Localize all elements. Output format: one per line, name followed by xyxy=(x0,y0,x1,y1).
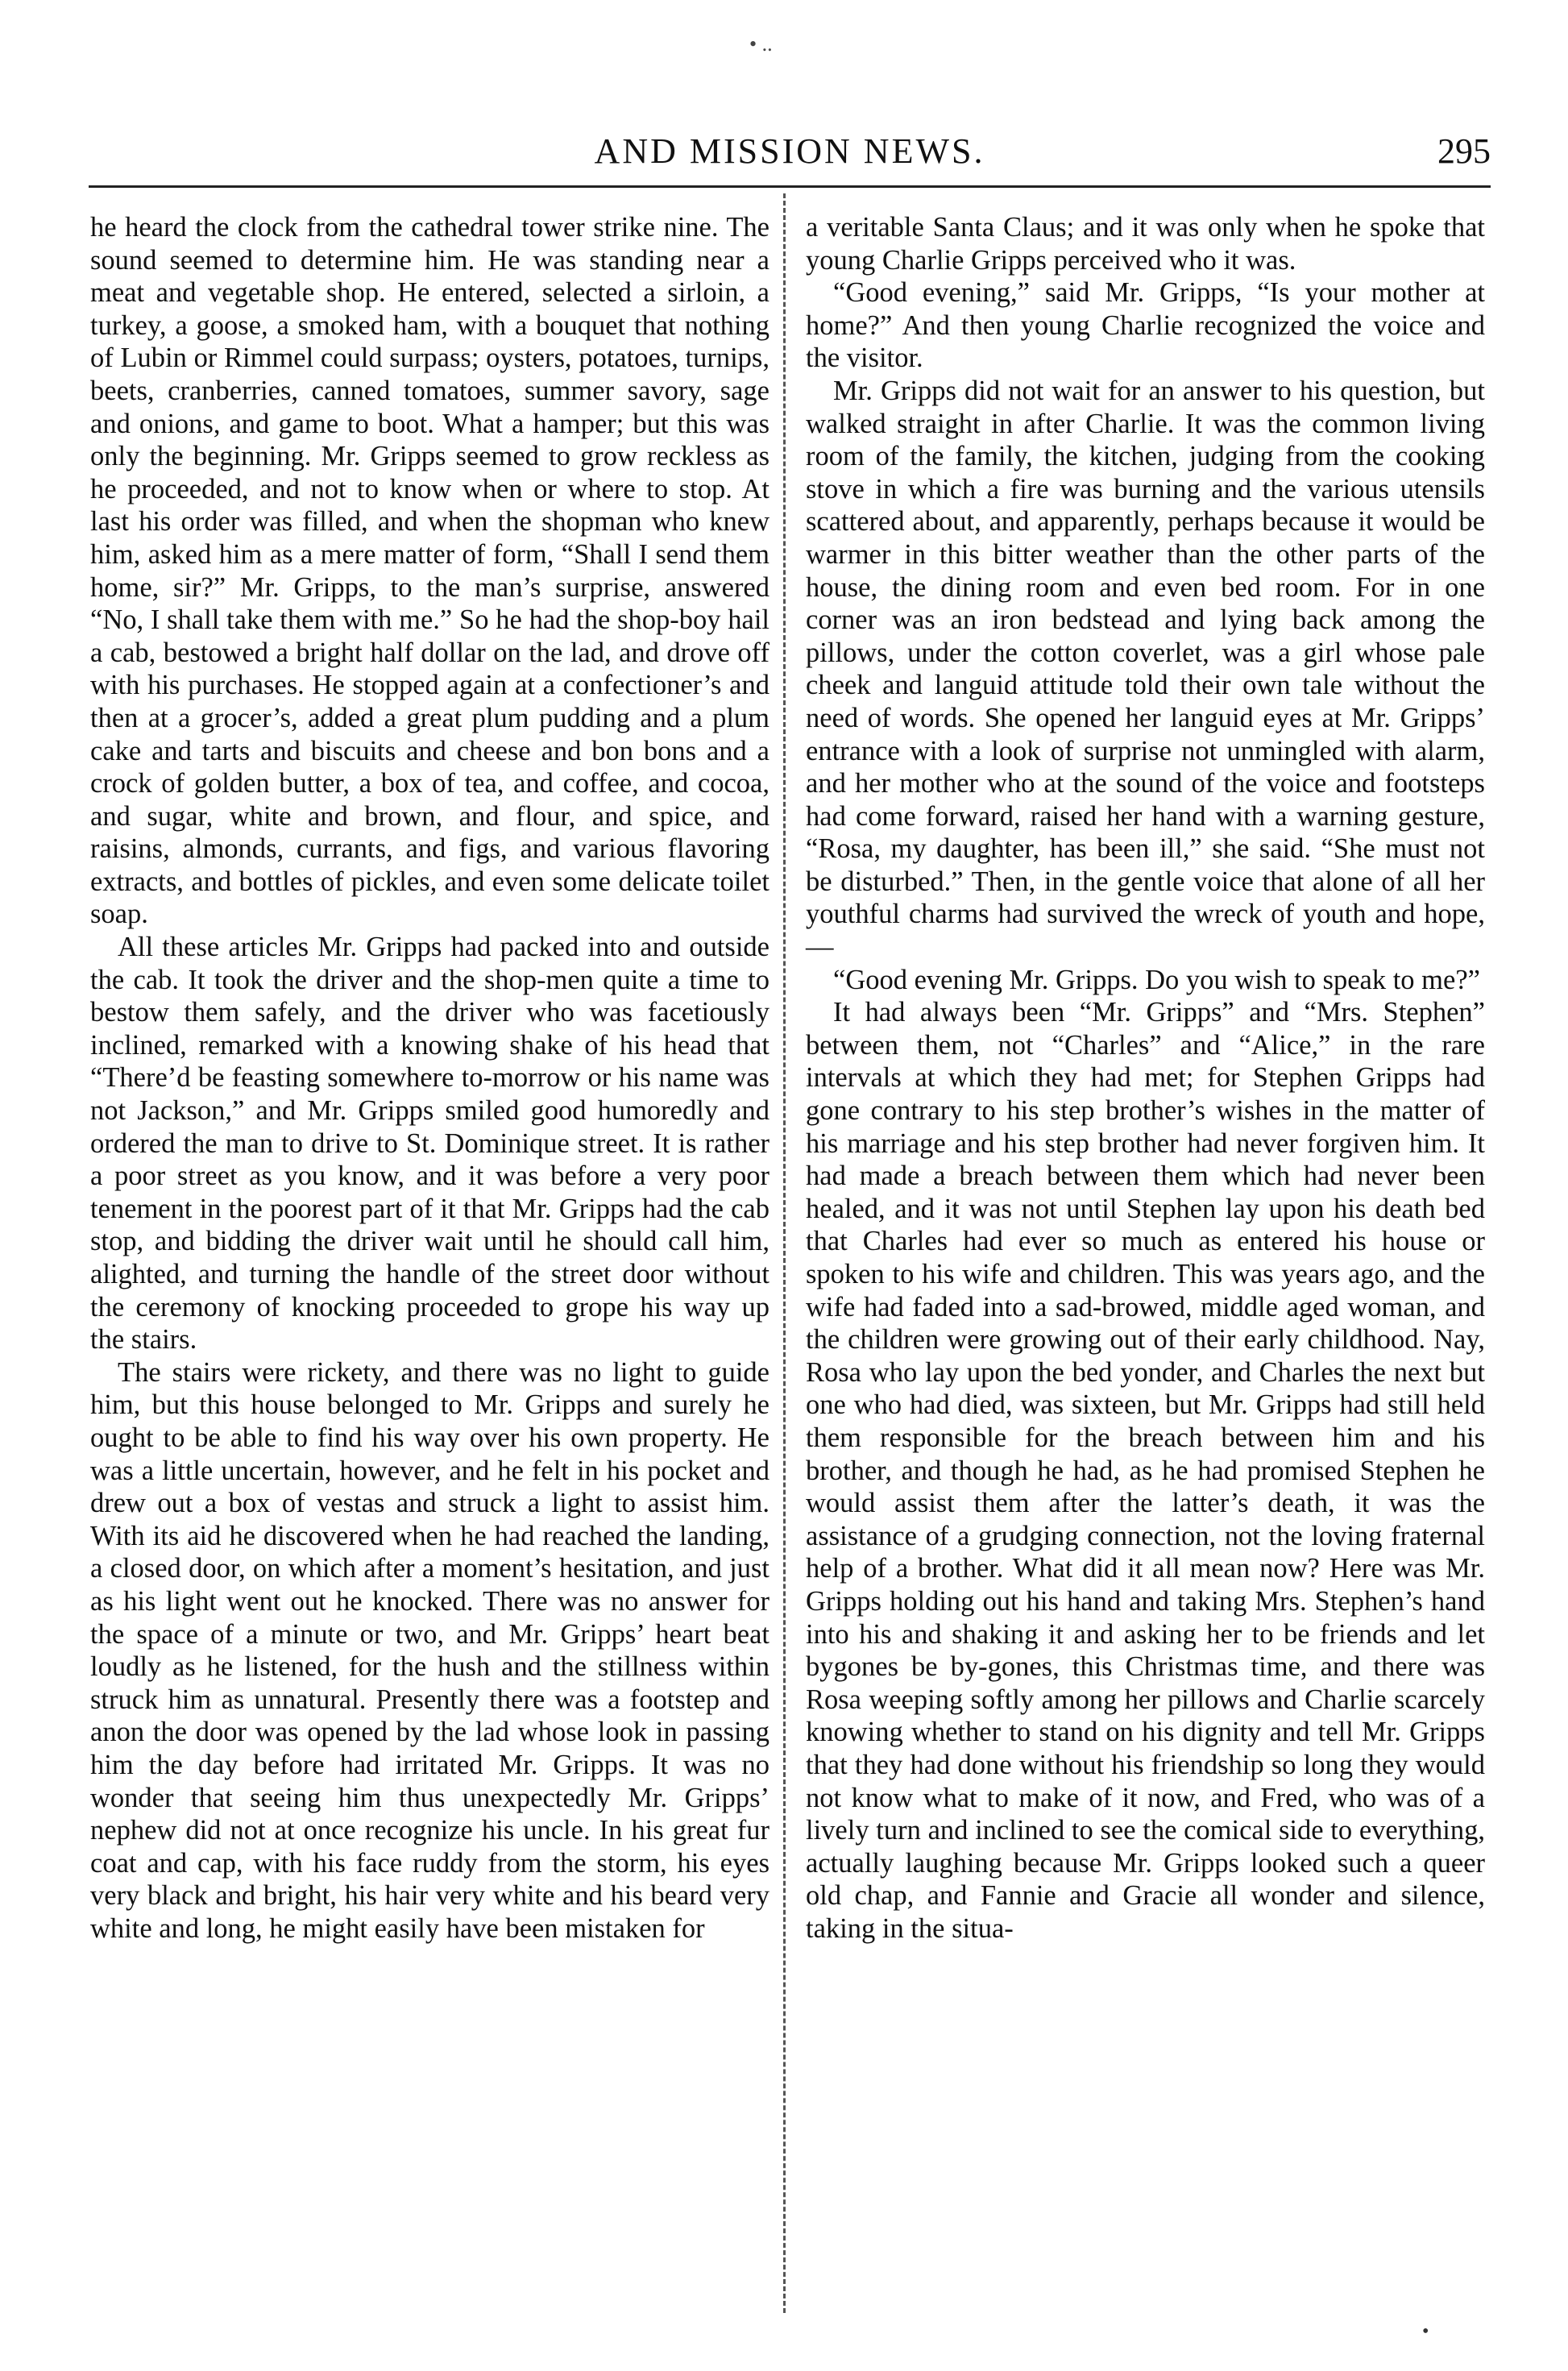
paragraph: he heard the clock from the cathedral tower strike nine. The sound seemed to determine him. He was standing near a meat and vegetable shop. He entered, selected a sirloin, a turkey, a goose, a smoked ham, with a bouquet that nothing of Lubin or Rimmel could surpass; oysters, potatoes, turnips, beets, cranberries, canned tomatoes, summer savory, sage and onions, and game to boot. What a hamper; but this was only the beginning. Mr. Gripps seemed to grow reckless as he proceeded, and not to know when or where to stop. At last his order was filled, and when the shopman who knew him, asked him as a mere matter of form, “Shall I send them home, sir?” Mr. Gripps, to the man’s surprise, answered “No, I shall take them with me.” So he had the shop-boy hail a cab, bestowed a bright half dollar on the lad, and drove off with his purchases. He stopped again at a confectioner’s and then at a grocer’s, added a great plum pudding and a plum cake and tarts and biscuits and cheese and bon bons and a crock of golden butter, a box of tea, and coffee, and cocoa, and sugar, white and brown, and flour, and spice, and raisins, almonds, currants, and figs, and various flavoring extracts, and bottles of pickles, and even some delicate toilet soap. xyxy=(90,212,769,930)
paragraph: The stairs were rickety, and there was no light to guide him, but this house belonged to Mr. Gripps and surely he ought to be able to find his way over his own property. He was a little uncertain, however, and he felt in his pocket and drew out a box of vestas and struck a light to assist him. With its aid he discovered when he had reached the landing, a closed door, on which after a moment’s hesitation, and just as his light went out he knocked. There was no answer for the space of a minute or two, and Mr. Gripps’ heart beat loudly as he listened, for the hush and the stillness within struck him as unnatural. Presently there was a footstep and anon the door was opened by the lad whose look in passing him the day before had irritated Mr. Gripps. It was no wonder that seeing him thus unexpectedly Mr. Gripps’ nephew did not at once recognize his uncle. In his great fur coat and cap, with his face ruddy from the storm, his eyes very black and bright, his hair very white and his beard very white and long, he might easily have been mistaken for xyxy=(90,1356,769,1944)
page-number: 295 xyxy=(1437,131,1491,171)
paragraph: a veritable Santa Claus; and it was only when he spoke that young Charlie Gripps perceived who it was. xyxy=(806,212,1485,276)
bottom-mark: • xyxy=(1422,2321,1429,2342)
header-title: AND MISSION NEWS. xyxy=(594,131,985,171)
running-header xyxy=(89,129,1491,177)
top-marks: • .. xyxy=(749,32,773,56)
paragraph: “Good evening,” said Mr. Gripps, “Is your mother at home?” And then young Charlie recognized the voice and the visitor. xyxy=(806,277,1485,374)
paragraph: All these articles Mr. Gripps had packed into and outside the cab. It took the driver and the shop-men quite a time to bestow them safely, and the driver who was facetiously inclined, remarked with a knowing shake of his head that “There’d be feasting somewhere to-morrow or his name was not Jackson,” and Mr. Gripps smiled good humoredly and ordered the man to drive to St. Dominique street. It is rather a poor street as you know, and it was before a very poor tenement in the poorest part of it that Mr. Gripps had the cab stop, and bidding the driver wait until he should call him, alighted, and turning the handle of the street door without the ceremony of knocking proceeded to grope his way up the stairs. xyxy=(90,932,769,1356)
column-divider xyxy=(783,193,786,2313)
paragraph: “Good evening Mr. Gripps. Do you wish to speak to me?” xyxy=(833,964,1480,995)
paragraph: Mr. Gripps did not wait for an answer to his question, but walked straight in after Charlie. It was the common living room of the family, the kitchen, judging from the cooking stove in which a fire was burning and the various utensils scattered about, and apparently, perhaps because it would be warmer in this bitter weather than the other parts of the house, the dining room and even bed room. For in one corner was an iron bedstead and lying back among the pillows, under the cotton coverlet, was a girl whose pale cheek and languid attitude told their own tale without the need of words. She opened her languid eyes at Mr. Gripps’ entrance with a look of surprise not unmingled with alarm, and her mother who at the sound of the voice and footsteps had come forward, raised her hand with a warning gesture, “Rosa, my daughter, has been ill,” she said. “She must not be disturbed.” Then, in the gentle voice that alone of all her youthful charms had survived the wreck of youth and hope,— xyxy=(806,375,1485,963)
paragraph: It had always been “Mr. Gripps” and “Mrs. Stephen” between them, not “Charles” and “Alice,” in the rare intervals at which they had met; for Stephen Gripps had gone contrary to his step brother’s wishes in the matter of his marriage and his step brother had never forgiven him. It had made a breach between them which had never been healed, and it was not until Stephen lay upon his death bed that Charles had ever so much as entered his house or spoken to his wife and children. This was years ago, and the wife had faded into a sad-browed, middle aged woman, and the children were growing out of their early childhood. Nay, Rosa who lay upon the bed yonder, and Charles the next but one who had died, was sixteen, but Mr. Gripps had still held them responsible for the breach between him and his brother, and though he had, as he had promised Stephen he would assist them after the latter’s death, it was the assistance of a grudging connection, not the loving fraternal help of a brother. What did it all mean now? Here was Mr. Gripps holding out his hand and taking Mrs. Stephen’s hand into his and shaking it and asking her to be friends and let bygones be by-gones, this Christmas time, and there was Rosa weeping softly among her pillows and Charlie scarcely knowing whether to stand on his dignity and tell Mr. Gripps that they had done without his friendship so long they would not know what to make of it now, and Fred, who was of a lively turn and inclined to see the comical side to everything, actually laughing because Mr. Gripps looked such a queer old chap, and Fannie and Gracie all wonder and silence, taking in the situa- xyxy=(806,997,1485,1944)
right-column xyxy=(806,211,1485,1945)
header-rule xyxy=(89,185,1491,188)
left-column xyxy=(90,211,769,1945)
